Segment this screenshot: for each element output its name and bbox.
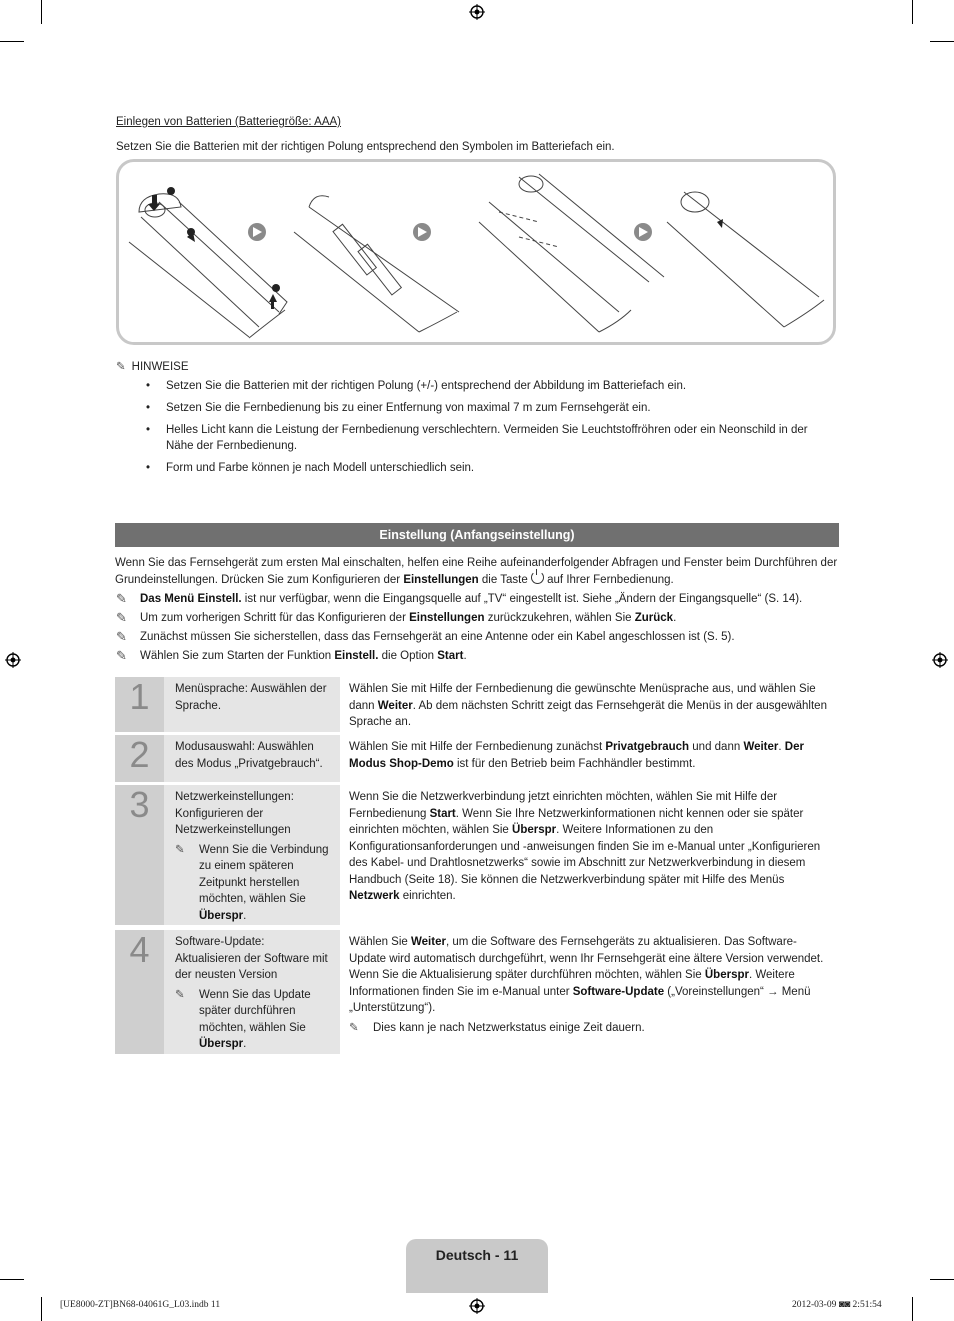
step-number: 3 — [115, 785, 164, 925]
setup-intro-line — [115, 571, 839, 588]
text: Wählen Sie zum Starten der Funktion — [140, 650, 335, 662]
next-arrow-icon — [413, 223, 431, 241]
step-title — [164, 930, 340, 1054]
memo-note — [116, 610, 676, 626]
setup-step — [115, 735, 839, 782]
registration-mark-icon — [469, 4, 485, 20]
step-number: 2 — [115, 735, 164, 782]
text: : Auswählen des Modus „Privatgebrauch“. — [175, 741, 323, 770]
text: einrichten. — [399, 890, 456, 902]
step-title — [164, 785, 340, 925]
text: Menüsprache — [175, 683, 245, 695]
text: („Voreinstellungen“ → Menü „Unterstützung“). — [349, 985, 811, 1014]
crop-mark — [0, 1279, 24, 1280]
memo-note — [349, 1020, 831, 1037]
text: . — [243, 1038, 247, 1050]
step-number: 4 — [115, 930, 164, 1054]
text: . Weitere Informationen zu den Konfigurationsanforderungen und -anweisungen finden Sie im e-Manual unter „Konfigurieren des Kabel- und Drahtlosnetzwerks“ sowie im Abschnitt zur Netzwerkverbindung in diesem Handbuch (Seite 18). Sie können die Netzwerkverbindung später mit Hilfe des Menüs — [349, 824, 821, 886]
memo-note — [116, 629, 735, 645]
text: Der Modus Shop-Demo — [349, 741, 804, 770]
pencil-icon: ✎ — [175, 843, 185, 856]
text: Überspr — [704, 969, 749, 981]
text: die Taste — [478, 574, 531, 586]
setup-step — [115, 930, 839, 1054]
text: ist für den Betrieb beim Fachhändler bestimmt. — [453, 757, 696, 770]
crop-mark — [912, 0, 913, 24]
pencil-icon: ✎ — [116, 610, 127, 625]
footer-timestamp: 2012-03-09 ◙◙ 2:51:54 — [792, 1300, 882, 1310]
crop-mark — [930, 1279, 954, 1280]
text: die Option — [378, 650, 438, 662]
text: . Wenn Sie Ihre Netzwerkinformationen nicht kennen oder sie später einrichten möchten, wählen Sie — [349, 807, 804, 836]
text: . Ab dem nächsten Schritt zeigt das Fernsehgerät die Menüs in der ausgewählten Sprache an. — [349, 699, 827, 728]
text: Weiter — [411, 936, 446, 948]
list-item: • Form und Farbe können je nach Modell unterschiedlich sein. — [138, 460, 828, 476]
text: , um die Software des Fernsehgeräts zu aktualisieren. Das Software-Update wird automatisch durchgeführt, wenn Ihr Fernsehgerät eine ältere Version verwendet. Wenn Sie die Aktualisierung später durchführen möchten, wählen Sie — [349, 936, 824, 981]
text: Netzwerk — [349, 890, 400, 902]
text: Weiter — [743, 741, 779, 753]
pencil-icon: ✎ — [349, 1021, 359, 1034]
pencil-icon: ✎ — [116, 361, 126, 373]
step-title — [164, 735, 340, 782]
registration-mark-icon — [469, 1298, 485, 1314]
crop-mark — [930, 41, 954, 42]
pencil-icon: ✎ — [175, 988, 185, 1001]
text: Dies kann je nach Netzwerkstatus einige Zeit dauern. — [373, 1021, 645, 1034]
power-icon — [531, 571, 544, 584]
text: Netzwerkeinstellungen — [175, 791, 291, 803]
text: Überspr — [199, 1038, 244, 1050]
text: Weiter — [377, 699, 413, 712]
text: Modusauswahl — [175, 741, 252, 753]
text: Wenn Sie das Update später durchführen möchten, wählen Sie — [199, 988, 311, 1034]
text: Einstellungen — [409, 612, 485, 624]
text: Zunächst müssen Sie sicherstellen, dass das Fernsehgerät an eine Antenne oder ein Kabel angeschlossen ist (S. 5). — [140, 631, 735, 643]
text: Einstell. — [334, 650, 379, 662]
text: Um zum vorherigen Schritt für das Konfigurieren der — [140, 612, 410, 624]
text: Grundeinstellungen. Drücken Sie zum Konfigurieren der — [115, 574, 404, 586]
text: . — [463, 650, 467, 662]
text: und dann — [689, 741, 744, 753]
battery-illustration — [116, 159, 836, 345]
crop-mark — [41, 0, 42, 24]
crop-mark — [41, 1297, 42, 1321]
page-number-tab: Deutsch - 11 — [406, 1239, 548, 1293]
list-item: • Setzen Sie die Batterien mit der richtigen Polung (+/-) entsprechend der Abbildung im Batteriefach ein. — [138, 378, 828, 394]
text: . — [673, 612, 677, 624]
text: auf Ihrer Fernbedienung. — [543, 574, 674, 586]
battery-intro: Setzen Sie die Batterien mit der richtigen Polung entsprechend den Symbolen im Batteriefach ein. — [116, 141, 615, 153]
list-item: • Helles Licht kann die Leistung der Fernbedienung verschlechtern. Vermeiden Sie Leuchtstoffröhren oder ein Neonschild in der Nähe der Fernbedienung. — [138, 422, 828, 454]
text: Zurück — [634, 612, 674, 624]
setup-step — [115, 785, 839, 925]
pencil-icon: ✎ — [116, 648, 127, 663]
text: zurückzukehren, wählen Sie — [484, 612, 635, 624]
memo-note — [116, 591, 802, 607]
notes-heading — [116, 359, 189, 373]
text: . — [243, 909, 247, 922]
step-title — [164, 677, 340, 732]
next-arrow-icon — [634, 223, 652, 241]
setup-intro-line: Wenn Sie das Fernsehgerät zum ersten Mal einschalten, helfen eine Reihe aufeinanderfolgender Abfragen und Fenster beim Durchführen der — [115, 557, 838, 569]
battery-section-title: Einlegen von Batterien (Batteriegröße: AAA) — [116, 116, 342, 128]
step-number: 1 — [115, 677, 164, 732]
step-description — [349, 739, 831, 772]
notes-heading-label: HINWEISE — [131, 361, 189, 373]
text: . Weitere Informationen finden Sie im e-Manual unter — [349, 969, 795, 998]
text: Start — [429, 807, 456, 820]
pencil-icon: ✎ — [116, 629, 127, 644]
memo-note — [175, 842, 332, 925]
text: Einstellungen — [403, 574, 479, 586]
text: . — [778, 741, 785, 753]
memo-note — [175, 987, 332, 1053]
text: : Aktualisieren der Software mit der neusten Version — [175, 936, 328, 981]
next-arrow-icon — [248, 223, 266, 241]
text: Software-Update — [572, 985, 665, 998]
registration-mark-icon — [5, 652, 21, 668]
pencil-icon: ✎ — [116, 591, 127, 606]
text: Überspr — [199, 909, 244, 922]
text: : Konfigurieren der Netzwerkeinstellungen — [175, 791, 294, 836]
memo-note — [116, 648, 467, 664]
registration-mark-icon — [932, 652, 948, 668]
step-description — [349, 789, 831, 905]
text: ist nur verfügbar, wenn die Eingangsquelle auf „TV“ eingestellt ist. Siehe „Ändern der Eingangsquelle“ (S. 14). — [241, 593, 803, 605]
text: Wählen Sie mit Hilfe der Fernbedienung zunächst — [349, 741, 606, 753]
step-description — [349, 934, 831, 1036]
crop-mark — [912, 1297, 913, 1321]
setup-step — [115, 677, 839, 732]
crop-mark — [0, 41, 24, 42]
notes-list — [138, 378, 828, 482]
list-item: • Setzen Sie die Fernbedienung bis zu einer Entfernung von maximal 7 m zum Fernsehgerät ein. — [138, 400, 828, 416]
text: : Auswählen der Sprache. — [175, 683, 327, 712]
text: Privatgebrauch — [605, 741, 690, 753]
text: Wenn Sie die Verbindung zu einem späteren Zeitpunkt herstellen möchten, wählen Sie — [199, 843, 329, 905]
step-description — [349, 681, 831, 731]
text: Wählen Sie — [349, 936, 412, 948]
text: Wählen Sie mit Hilfe der Fernbedienung die gewünschte Menüsprache aus, und wählen Sie dann — [349, 683, 816, 712]
text: Überspr — [512, 824, 557, 836]
text: Wenn Sie die Netzwerkverbindung jetzt einrichten möchten, wählen Sie mit Hilfe der Fernbedienung — [349, 791, 778, 820]
text: Start — [437, 650, 464, 662]
text: Das Menü Einstell. — [140, 593, 242, 605]
setup-intro — [115, 555, 839, 588]
setup-section-title: Einstellung (Anfangseinstellung) — [115, 523, 839, 547]
text: Software-Update — [175, 936, 262, 948]
footer-file-info: [UE8000-ZT]BN68-04061G_L03.indb 11 — [60, 1300, 221, 1310]
